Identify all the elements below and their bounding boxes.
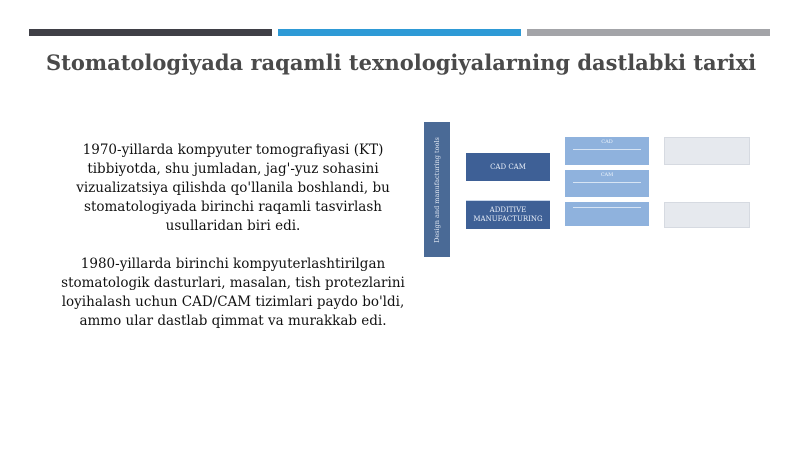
- top-bar-blue: [278, 29, 521, 36]
- sub-node-additive-line: [573, 207, 641, 208]
- slide-title: Stomatologiyada raqamli texnologiyalarning dastlabki tarixi: [46, 50, 757, 75]
- tools-diagram: [424, 122, 754, 262]
- detail-box-top: [664, 137, 750, 165]
- sub-node-additive: [565, 202, 649, 226]
- diagram-root: [424, 122, 450, 257]
- sub-node-cad: [565, 137, 649, 165]
- top-bar-gray: [527, 29, 770, 36]
- paragraph-1980: 1980-yillarda birinchi kompyuterlashtirilgan stomatologik dasturlari, masalan, tish protezlarini loyihalash uchun CAD/CAM tizimlari paydo bo'ldi, ammo ular dastlab qimmat va murakkab edi.: [61, 256, 405, 329]
- sub-node-cam-line: [573, 182, 641, 183]
- node-additive-manufacturing: ADDITIVE MANUFACTURING: [466, 200, 550, 229]
- sub-node-cam-label: CAM: [600, 172, 614, 178]
- sub-node-cad-label: CAD: [601, 139, 613, 145]
- node-cad-cam: CAD CAM: [466, 153, 550, 181]
- sub-node-cad-line: [573, 149, 641, 150]
- top-bar-dark: [29, 29, 272, 36]
- slide-body: [50, 141, 416, 350]
- detail-box-bottom: [664, 202, 750, 228]
- sub-node-cam: [565, 170, 649, 197]
- diagram-root-label: Design and manufacturing tools: [433, 136, 442, 243]
- paragraph-1970: 1970-yillarda kompyuter tomografiyasi (KT) tibbiyotda, shu jumladan, jag'-yuz sohasini vizualizatsiya qilishda qo'llanila boshlandi, bu stomatologiyada birinchi raqamli tasvirlash usullaridan biri edi.: [76, 142, 390, 234]
